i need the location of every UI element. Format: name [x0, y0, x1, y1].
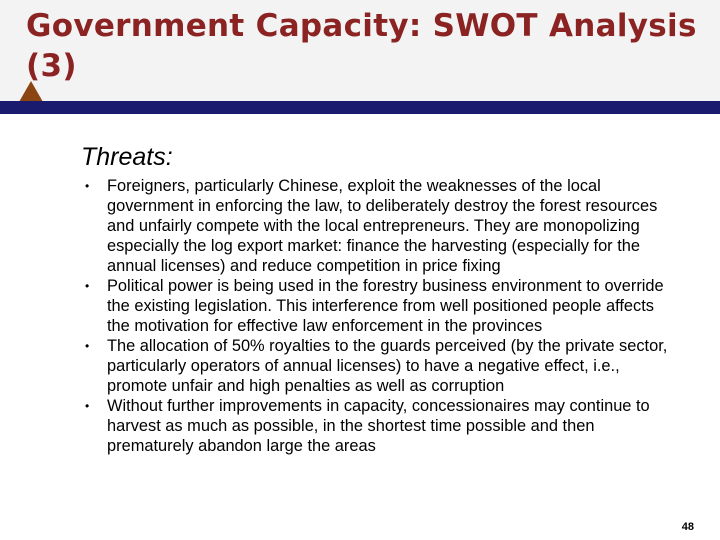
bullet-icon: • [85, 399, 90, 413]
list-item [85, 276, 675, 336]
title-divider [0, 101, 720, 114]
bullet-icon: • [85, 179, 90, 193]
bullet-text: Political power is being used in the forestry business environment to override the existing legislation. This interference from well positioned people affects the motivation for effective law enforcement in the provinces [107, 277, 664, 335]
list-item [85, 336, 675, 396]
bullet-icon: • [85, 339, 90, 353]
triangle-marker-icon [19, 81, 43, 102]
threats-list [85, 176, 675, 456]
bullet-text: The allocation of 50% royalties to the guards perceived (by the private sector, particularly operators of annual licenses) to have a negative effect, i.e., promote unfair and high penalties as well as corruption [107, 337, 668, 395]
bullet-icon: • [85, 279, 90, 293]
slide-title: Government Capacity: SWOT Analysis (3) [26, 8, 697, 84]
section-heading: Threats: [81, 143, 173, 171]
bullet-text: Without further improvements in capacity, concessionaires may continue to harvest as much as possible, in the shortest time possible and then prematurely abandon large the areas [107, 397, 650, 455]
list-item [85, 176, 675, 276]
bullet-text: Foreigners, particularly Chinese, exploit the weaknesses of the local government in enforcing the law, to deliberately destroy the forest resources and unfairly compete with the local entrepreneurs. They are monopolizing especially the log export market: finance the harvesting (especially for the annual licenses) and reduce competition in price fixing [107, 177, 658, 275]
list-item [85, 396, 675, 456]
page-number: 48 [681, 521, 694, 533]
